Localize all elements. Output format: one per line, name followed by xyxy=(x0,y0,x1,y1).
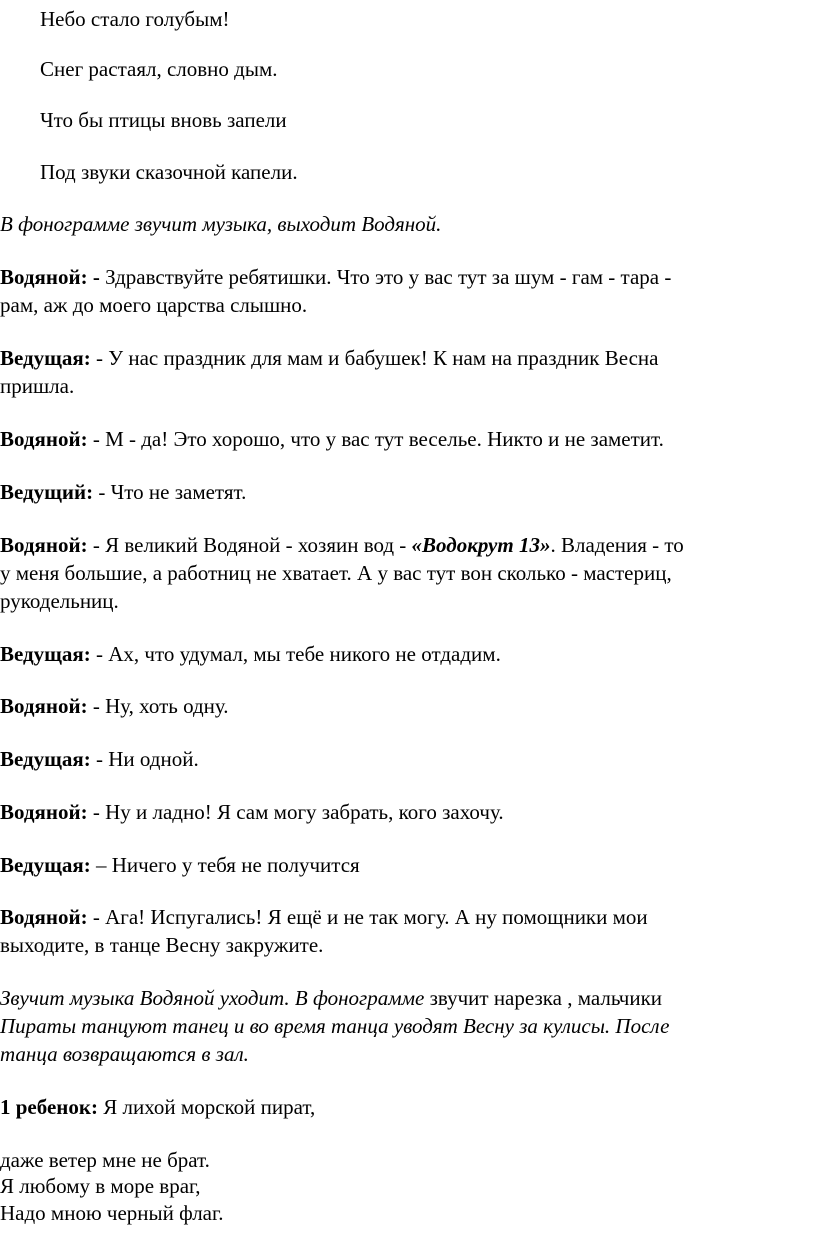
verse-line: Надо мною черный флаг. xyxy=(0,1201,224,1225)
speech-text: - Что не заметят. xyxy=(93,480,247,504)
speech-text: – Ничего у тебя не получится xyxy=(90,853,360,877)
stage-direction: В фонограмме звучит музыка, выходит Водяной. xyxy=(0,212,442,236)
dialogue-line xyxy=(0,640,501,668)
dialogue-line xyxy=(0,851,360,879)
verse-line: Я любому в море враг, xyxy=(0,1174,201,1198)
dialogue-line xyxy=(0,1093,315,1121)
speech-text: - М - да! Это хорошо, что у вас тут веселье. Никто и не заметит. xyxy=(87,427,664,451)
poem-line-1: Небо стало голубым! xyxy=(40,7,230,31)
poem-line-3: Что бы птицы вновь запели xyxy=(40,108,287,132)
speaker-name: Водяной: xyxy=(0,427,88,451)
dialogue-line xyxy=(0,903,648,931)
speech-continuation: выходите, в танце Весну закружите. xyxy=(0,933,324,957)
speaker-name: 1 ребенок: xyxy=(0,1095,98,1119)
speech-continuation: у меня большие, а работниц не хватает. А у вас тут вон сколько - мастериц, xyxy=(0,561,672,585)
speech-text: - Ах, что удумал, мы тебе никого не отдадим. xyxy=(90,642,501,666)
verse-line: даже ветер мне не брат. xyxy=(0,1148,210,1172)
speech-text: Здравствуйте ребятишки. Что это у вас тут за шум - гам - тара - xyxy=(99,265,672,289)
dialogue-line xyxy=(0,531,684,559)
dialogue-line xyxy=(0,692,229,720)
speech-continuation: рукодельниц. xyxy=(0,589,119,613)
speaker-name: Ведущая: xyxy=(0,747,91,771)
quoted-name: «Водокрут 13» xyxy=(411,533,551,557)
stage-direction-continuation: танца возвращаются в зал. xyxy=(0,1042,249,1066)
stage-direction-continuation: Пираты танцуют танец и во время танца уводят Весну за кулисы. После xyxy=(0,1014,670,1038)
speech-text: . Владения - то xyxy=(550,533,684,557)
speech-text: - Ну, хоть одну. xyxy=(87,694,229,718)
speech-continuation: пришла. xyxy=(0,374,75,398)
speaker-name: Водяной: - xyxy=(0,265,100,289)
dialogue-line xyxy=(0,478,246,506)
speech-text: - Ну и ладно! Я сам могу забрать, кого захочу. xyxy=(87,800,504,824)
stage-direction xyxy=(0,984,662,1012)
dialogue-line xyxy=(0,425,664,453)
poem-line-2: Снег растаял, словно дым. xyxy=(40,57,278,81)
speech-continuation: рам, аж до моего царства слышно. xyxy=(0,293,308,317)
speaker-name: Водяной: xyxy=(0,905,88,929)
stage-direction-text: звучит нарезка , мальчики xyxy=(424,986,663,1010)
dialogue-line xyxy=(0,745,199,773)
dialogue-line xyxy=(0,263,671,291)
speaker-name: Ведущая: xyxy=(0,346,91,370)
speech-text: - Ни одной. xyxy=(90,747,199,771)
speech-text: - У нас праздник для мам и бабушек! К нам на праздник Весна xyxy=(90,346,659,370)
poem-line-4: Под звуки сказочной капели. xyxy=(40,160,298,184)
dialogue-line xyxy=(0,344,658,372)
speaker-name: Водяной: xyxy=(0,694,88,718)
speech-text: Я лихой морской пират, xyxy=(98,1095,316,1119)
speech-text: - Ага! Испугались! Я ещё и не так могу. А ну помощники мои xyxy=(87,905,648,929)
speaker-name: Водяной: xyxy=(0,533,88,557)
speaker-name: Ведущая: xyxy=(0,642,91,666)
stage-direction-italic: Звучит музыка Водяной уходит. В фонограмме xyxy=(0,986,425,1010)
dialogue-line xyxy=(0,798,504,826)
speaker-name: Ведущая: xyxy=(0,853,91,877)
speaker-name: Ведущий: xyxy=(0,480,94,504)
speaker-name: Водяной: xyxy=(0,800,88,824)
speech-text: - Я великий Водяной - хозяин вод - xyxy=(87,533,412,557)
